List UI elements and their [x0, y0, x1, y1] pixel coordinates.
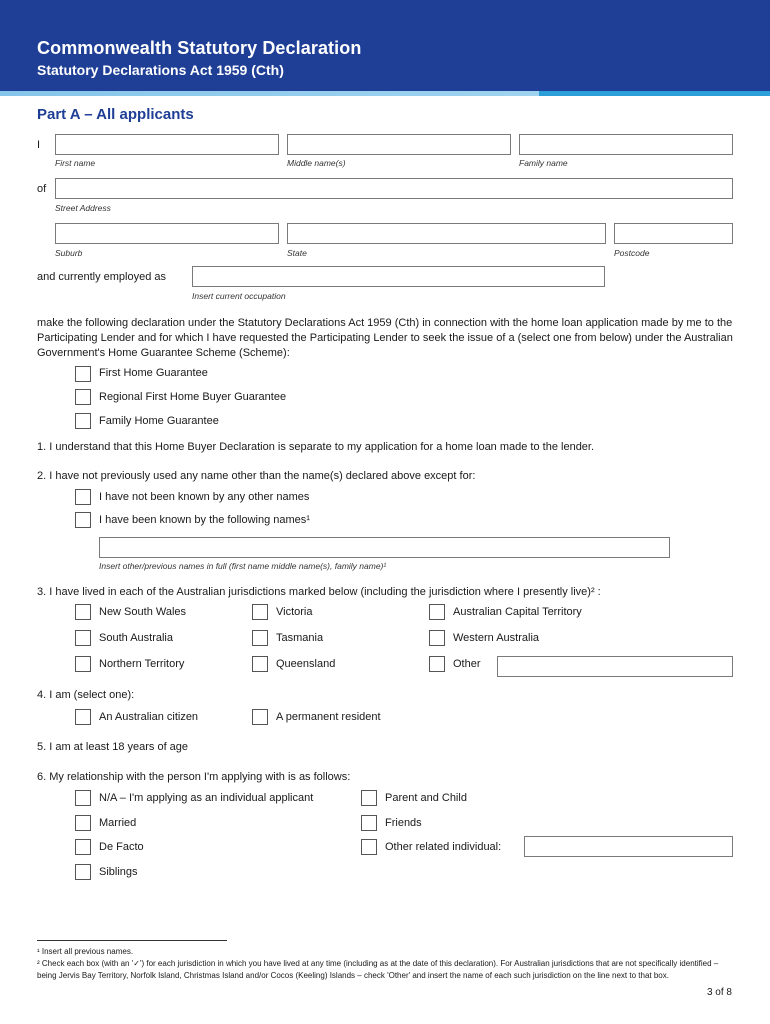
- suburb-field[interactable]: [55, 223, 279, 244]
- tas-checkbox[interactable]: [252, 630, 268, 646]
- other-jurisdiction-field[interactable]: [497, 656, 733, 677]
- jurisdiction-label: Tasmania: [276, 632, 324, 644]
- relationship-label: Other related individual:: [385, 841, 502, 853]
- suburb-caption: Suburb: [55, 248, 83, 258]
- postcode-field[interactable]: [614, 223, 733, 244]
- middle-name-field[interactable]: [287, 134, 511, 155]
- header-accent-bar: [0, 91, 770, 96]
- state-field[interactable]: [287, 223, 606, 244]
- act-checkbox[interactable]: [429, 604, 445, 620]
- nsw-checkbox[interactable]: [75, 604, 91, 620]
- qld-checkbox[interactable]: [252, 656, 268, 672]
- declaration-intro: make the following declaration under the Statutory Declarations Act 1959 (Cth) in connection with the home loan application made by me to the Participating Lender and for which I have requested the Participating Lender to seek the issue of a (select one from below) under the Australian Government's Home Guarantee Scheme (Scheme):: [37, 317, 733, 359]
- footnote-divider: [37, 940, 227, 941]
- relationship-label: Parent and Child: [385, 792, 467, 804]
- question-4: 4. I am (select one):: [37, 689, 135, 701]
- citizen-label: An Australian citizen: [99, 711, 199, 723]
- occupation-caption: Insert current occupation: [192, 291, 286, 301]
- known-other-names-checkbox[interactable]: [75, 512, 91, 528]
- first-name-field[interactable]: [55, 134, 279, 155]
- relationship-label: N/A – I'm applying as an individual applicant: [99, 792, 314, 804]
- employed-label: and currently employed as: [37, 271, 167, 283]
- jurisdiction-label: South Australia: [99, 632, 173, 644]
- i-label: I: [37, 139, 41, 151]
- citizen-checkbox[interactable]: [75, 709, 91, 725]
- vic-checkbox[interactable]: [252, 604, 268, 620]
- scheme-option-label: Regional First Home Buyer Guarantee: [99, 391, 287, 403]
- other-names-field[interactable]: [99, 537, 670, 558]
- relationship-label: Siblings: [99, 866, 138, 878]
- jurisdiction-label: New South Wales: [99, 606, 187, 618]
- page-header: [0, 0, 770, 91]
- married-checkbox[interactable]: [75, 815, 91, 831]
- question-1: 1. I understand that this Home Buyer Declaration is separate to my application for a home loan made to the lender.: [37, 441, 595, 453]
- de-facto-checkbox[interactable]: [75, 839, 91, 855]
- other-names-caption: Insert other/previous names in full (first name middle name(s), family name)¹: [99, 561, 387, 571]
- footnote-2: ² Check each box (with an '✓') for each jurisdiction in which you have lived at any time (including as at the date of this declaration). For Australian jurisdictions that are not specifically identified – being Jervis Bay Territory, Norfolk Island, Christmas Island and/or Cocos (Keeling) Islands – check 'Other' and insert the name of each such jurisdiction on the line next to that box.: [37, 959, 719, 980]
- parent-child-checkbox[interactable]: [361, 790, 377, 806]
- nt-checkbox[interactable]: [75, 656, 91, 672]
- scheme-family-checkbox[interactable]: [75, 413, 91, 429]
- question-5: 5. I am at least 18 years of age: [37, 741, 189, 753]
- state-caption: State: [287, 248, 307, 258]
- sa-checkbox[interactable]: [75, 630, 91, 646]
- other-related-checkbox[interactable]: [361, 839, 377, 855]
- jurisdiction-label: Queensland: [276, 658, 336, 670]
- form-subtitle: Statutory Declarations Act 1959 (Cth): [37, 62, 284, 78]
- relationship-label: Friends: [385, 817, 422, 829]
- form-title: Commonwealth Statutory Declaration: [37, 38, 362, 58]
- relationship-label: Married: [99, 817, 137, 829]
- question-2: 2. I have not previously used any name other than the name(s) declared above except for:: [37, 470, 476, 482]
- wa-checkbox[interactable]: [429, 630, 445, 646]
- jurisdiction-label: Victoria: [276, 606, 313, 618]
- scheme-first-home-checkbox[interactable]: [75, 366, 91, 382]
- scheme-option-label: First Home Guarantee: [99, 367, 208, 379]
- no-other-names-checkbox[interactable]: [75, 489, 91, 505]
- postcode-caption: Postcode: [614, 248, 650, 258]
- jurisdiction-label: Western Australia: [453, 632, 540, 644]
- question-3: 3. I have lived in each of the Australian jurisdictions marked below (including the jurisdiction where I presently live)² :: [37, 586, 601, 598]
- permanent-resident-checkbox[interactable]: [252, 709, 268, 725]
- street-address-caption: Street Address: [55, 203, 111, 213]
- footnote-1: ¹ Insert all previous names.: [37, 947, 134, 956]
- first-name-caption: First name: [55, 158, 96, 168]
- jurisdiction-label: Other: [453, 658, 481, 670]
- friends-checkbox[interactable]: [361, 815, 377, 831]
- individual-applicant-checkbox[interactable]: [75, 790, 91, 806]
- scheme-option-label: Family Home Guarantee: [99, 415, 219, 427]
- siblings-checkbox[interactable]: [75, 864, 91, 880]
- jurisdiction-label: Australian Capital Territory: [453, 606, 582, 618]
- part-a-title: Part A – All applicants: [37, 106, 194, 123]
- question-6: 6. My relationship with the person I'm applying with is as follows:: [37, 771, 351, 783]
- scheme-regional-checkbox[interactable]: [75, 389, 91, 405]
- family-name-field[interactable]: [519, 134, 733, 155]
- other-jurisdiction-checkbox[interactable]: [429, 656, 445, 672]
- street-address-field[interactable]: [55, 178, 733, 199]
- relationship-label: De Facto: [99, 841, 144, 853]
- family-name-caption: Family name: [519, 158, 568, 168]
- jurisdiction-label: Northern Territory: [99, 658, 185, 670]
- middle-name-caption: Middle name(s): [287, 158, 346, 168]
- occupation-field[interactable]: [192, 266, 605, 287]
- other-related-field[interactable]: [524, 836, 733, 857]
- of-label: of: [37, 183, 47, 195]
- page-number: 3 of 8: [706, 987, 732, 998]
- permanent-resident-label: A permanent resident: [276, 711, 381, 723]
- no-other-names-label: I have not been known by any other names: [99, 491, 310, 503]
- known-other-names-label: I have been known by the following names¹: [99, 514, 310, 526]
